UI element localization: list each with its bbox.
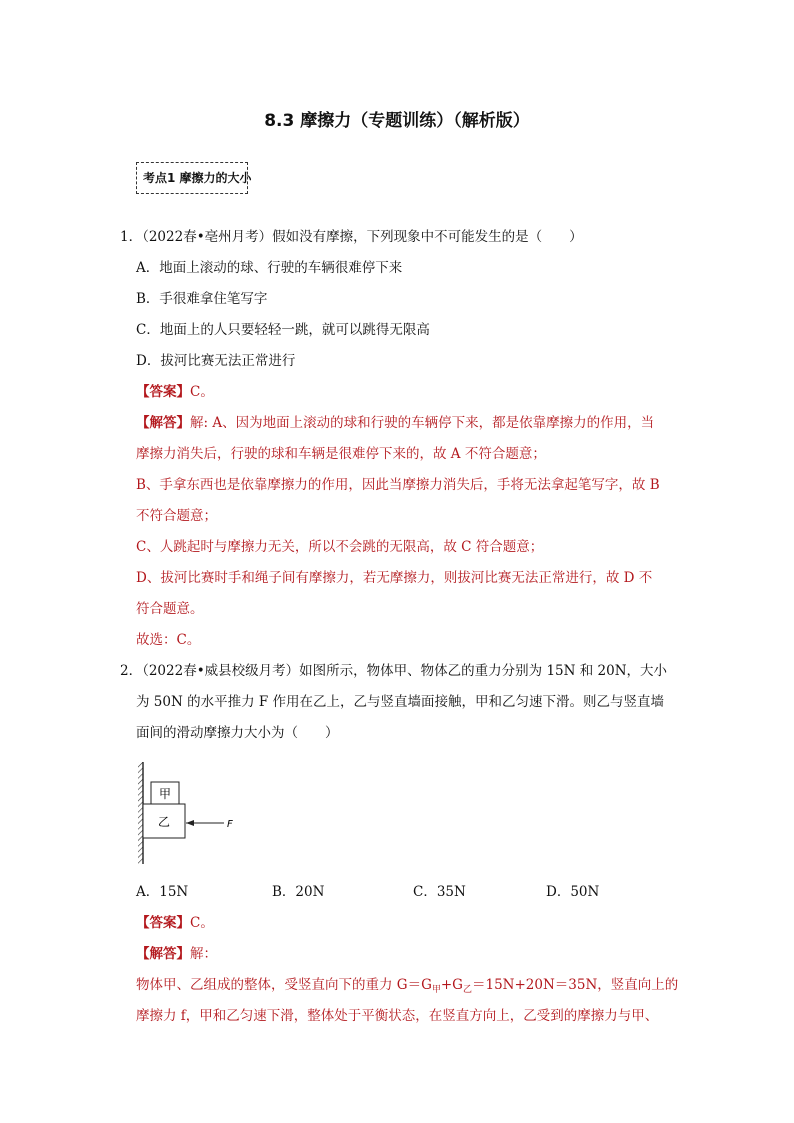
q1-analysis-line-5: C、人跳起时与摩擦力无关，所以不会跳的无限高，故 C 符合题意； (136, 539, 544, 555)
q2-analysis-line-2: 摩擦力 f，甲和乙匀速下滑，整体处于平衡状态，在竖直方向上，乙受到的摩擦力与甲、 (136, 1008, 659, 1024)
q2-option-a: A．15N (136, 884, 189, 900)
q1-analysis-line-6: D、拔河比赛时手和绳子间有摩擦力，若无摩擦力，则拔河比赛无法正常进行，故 D 不 (136, 570, 653, 586)
q1-option-a: A．地面上滚动的球、行驶的车辆很难停下来 (136, 260, 403, 276)
q2-analysis-l1-sub2: 乙 (462, 985, 472, 995)
q1-analysis-line-2: 摩擦力消失后，行驶的球和车辆是很难停下来的，故 A 不符合题意； (136, 446, 546, 462)
q2-stem-line-1: 2．（2022春•威县校级月考）如图所示，物体甲、物体乙的重力分别为 15N 和 20N，大小 (120, 663, 668, 679)
page-title: 8.3 摩擦力（专题训练）（解析版） (264, 111, 530, 131)
q1-analysis-line-7: 符合题意。 (136, 601, 204, 617)
block-jia-label: 甲 (158, 787, 172, 801)
q1-option-b: B．手很难拿住笔写字 (136, 291, 268, 307)
q2-option-b: B．20N (272, 884, 325, 900)
q1-answer (136, 383, 214, 401)
q1-stem: 1．（2022春•亳州月考）假如没有摩擦，下列现象中不可能发生的是（ ） (120, 229, 583, 245)
q2-answer (136, 914, 214, 932)
q2-analysis-line-1 (136, 976, 678, 999)
q2-analysis-l1-a: 物体甲、乙组成的整体，受竖直向下的重力 G＝G (136, 977, 432, 993)
q1-analysis-line-3: B、手拿东西也是依靠摩擦力的作用，因此当摩擦力消失后，手将无法拿起笔写字，故 B (136, 477, 660, 493)
q1-analysis-line-1 (136, 414, 654, 432)
q1-answer-value: C。 (190, 384, 214, 400)
q2-stem-line-3: 面间的滑动摩擦力大小为（ ） (136, 725, 339, 741)
q2-answer-value: C。 (190, 915, 214, 931)
q2-option-c: C．35N (413, 884, 466, 900)
q2-analysis-head (136, 945, 217, 963)
q1-option-d: D．拔河比赛无法正常进行 (136, 353, 296, 369)
q2-stem-line-2: 为 50N 的水平推力 F 作用在乙上，乙与竖直墙面接触，甲和乙匀速下滑。则乙与竖直墙 (136, 694, 665, 710)
q2-analysis-label: 【解答】 (136, 946, 190, 962)
block-yi (143, 804, 185, 838)
q2-analysis-l1-b: +G (440, 977, 463, 993)
q2-analysis-l1-c: ＝15N+20N＝35N，竖直向上的 (472, 977, 679, 993)
q1-analysis-text-1: 解: A、因为地面上滚动的球和行驶的车辆停下来，都是依靠摩擦力的作用，当 (190, 415, 655, 431)
topic-box: 考点1 摩擦力的大小 (136, 162, 248, 194)
q2-analysis-head-text: 解： (190, 946, 217, 962)
q2-analysis-l1-sub1: 甲 (431, 985, 441, 995)
q1-option-c: C．地面上的人只要轻轻一跳，就可以跳得无限高 (136, 322, 430, 338)
q2-answer-label: 【答案】 (136, 915, 190, 931)
q1-answer-label: 【答案】 (136, 384, 190, 400)
q1-analysis-line-4: 不符合题意； (136, 508, 217, 524)
q1-analysis-label: 【解答】 (136, 415, 190, 431)
block-yi-label: 乙 (157, 815, 171, 829)
q2-figure (124, 758, 244, 868)
q1-conclusion: 故选：C。 (136, 632, 201, 648)
force-arrow (186, 819, 233, 830)
force-label: F (227, 819, 233, 830)
q2-option-d: D．50N (546, 884, 600, 900)
block-jia (151, 782, 179, 804)
wall (138, 762, 143, 864)
